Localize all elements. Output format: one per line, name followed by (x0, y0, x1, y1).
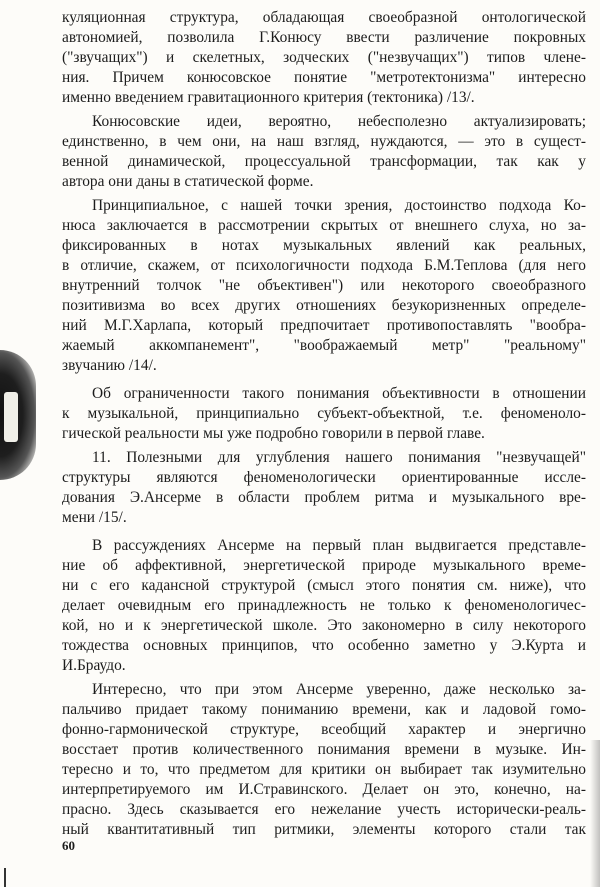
text-line: Об ограниченности такого понимания объективности в отношении (92, 385, 586, 402)
text-line: дования Э.Ансерме в области проблем ритма и музыкального вре- (62, 489, 586, 506)
text-line: звучанию /14/. (62, 357, 157, 374)
scan-mark (4, 868, 6, 887)
text-line: восстает против количественного понимания времени в музыке. Ин- (62, 741, 586, 758)
text-line: автора они даны в статической форме. (62, 173, 314, 190)
text-line: тождества основных принципов, что особенно заметно у Э.Курта и (62, 637, 586, 654)
text-line: нюса заключается в рассмотрении скрытых от внешнего слуха, но за- (62, 217, 586, 234)
text-line: ний М.Г.Харлапа, который предпочитает противопоставлять "вообра- (62, 317, 586, 334)
text-line: в отличие, скажем, от психологичности подхода Б.М.Теплова (для него (62, 257, 586, 274)
text-line: Интересно, что при этом Ансерме уверенно, даже несколько за- (92, 681, 586, 698)
text-line: кой, но и к энергетической школе. Это закономерно в силу некоторого (62, 617, 586, 634)
text-line: фонно-гармонической структуре, всеобщий характер и энергично (62, 721, 586, 738)
binding-highlight (4, 392, 18, 442)
text-line: мени /15/. (62, 509, 127, 526)
text-line: ния. Причем конюсовское понятие "метротектонизма" интересно (62, 69, 586, 86)
text-line: единственно, в чем они, на наш взгляд, нуждаются, — это в сущест- (62, 133, 586, 150)
text-line: прасно. Здесь сказывается его нежелание учесть исторически-реаль- (62, 801, 586, 818)
text-line: ("звучащих") и скелетных, зодческих ("незвучащих") типов члене- (62, 49, 586, 66)
text-line: Конюсовские идеи, вероятно, небесполезно актуализировать; (92, 113, 586, 130)
text-line: куляционная структура, обладающая своеобразной онтологической (62, 9, 586, 26)
text-line: тересно и то, что предметом для критики он выбирает так изумительно (62, 761, 586, 778)
text-line: интерпретируемого им И.Стравинского. Делает он это, конечно, на- (62, 781, 586, 798)
text-line: 11. Полезными для углубления нашего понимания "незвучащей" (92, 449, 586, 466)
text-line: жаемый аккомпанемент", "воображаемый метр" "реальному" (62, 337, 586, 354)
page-edge-shadow (590, 740, 600, 887)
text-line: внутренний толчок "не объективен") или некоторого своеобразного (62, 277, 586, 294)
text-line: фиксированных в нотах музыкальных явлений как реальных, (62, 237, 586, 254)
page-number: 60 (62, 838, 75, 853)
text-line: позитивизма во всех других отношениях безукоризненных определе- (62, 297, 586, 314)
text-line: ный квантитативный тип ритмики, элементы которого стали так (62, 821, 586, 838)
text-line: В рассуждениях Ансерме на первый план выдвигается представле- (92, 537, 586, 554)
text-line: венной динамической, процессуальной трансформации, так как у (62, 153, 586, 170)
text-line: к музыкальной, принципиально субъект-объектной, т.е. феноменоло- (62, 405, 586, 422)
text-line: именно введением гравитационного критерия (тектоника) /13/. (62, 89, 475, 106)
text-line: делает очевидным его принадлежность не только к феноменологичес- (62, 597, 586, 614)
text-line: гической реальности мы уже подробно говорили в первой главе. (62, 425, 485, 442)
text-line: ни с его кадансной структурой (смысл этого понятия см. ниже), что (62, 577, 586, 594)
text-line: Принципиальное, с нашей точки зрения, достоинство подхода Ко- (92, 197, 586, 214)
text-line: ние об аффективной, энергетической природе музыкального време- (62, 557, 586, 574)
text-line: И.Браудо. (62, 657, 126, 674)
text-line: пальчиво придает такому пониманию времени, как и ладовой гомо- (62, 701, 586, 718)
text-line: автономией, позволила Г.Конюсу ввести различение покровных (62, 29, 586, 46)
text-line: структуры являются феноменологически ориентированные иссле- (62, 469, 586, 486)
